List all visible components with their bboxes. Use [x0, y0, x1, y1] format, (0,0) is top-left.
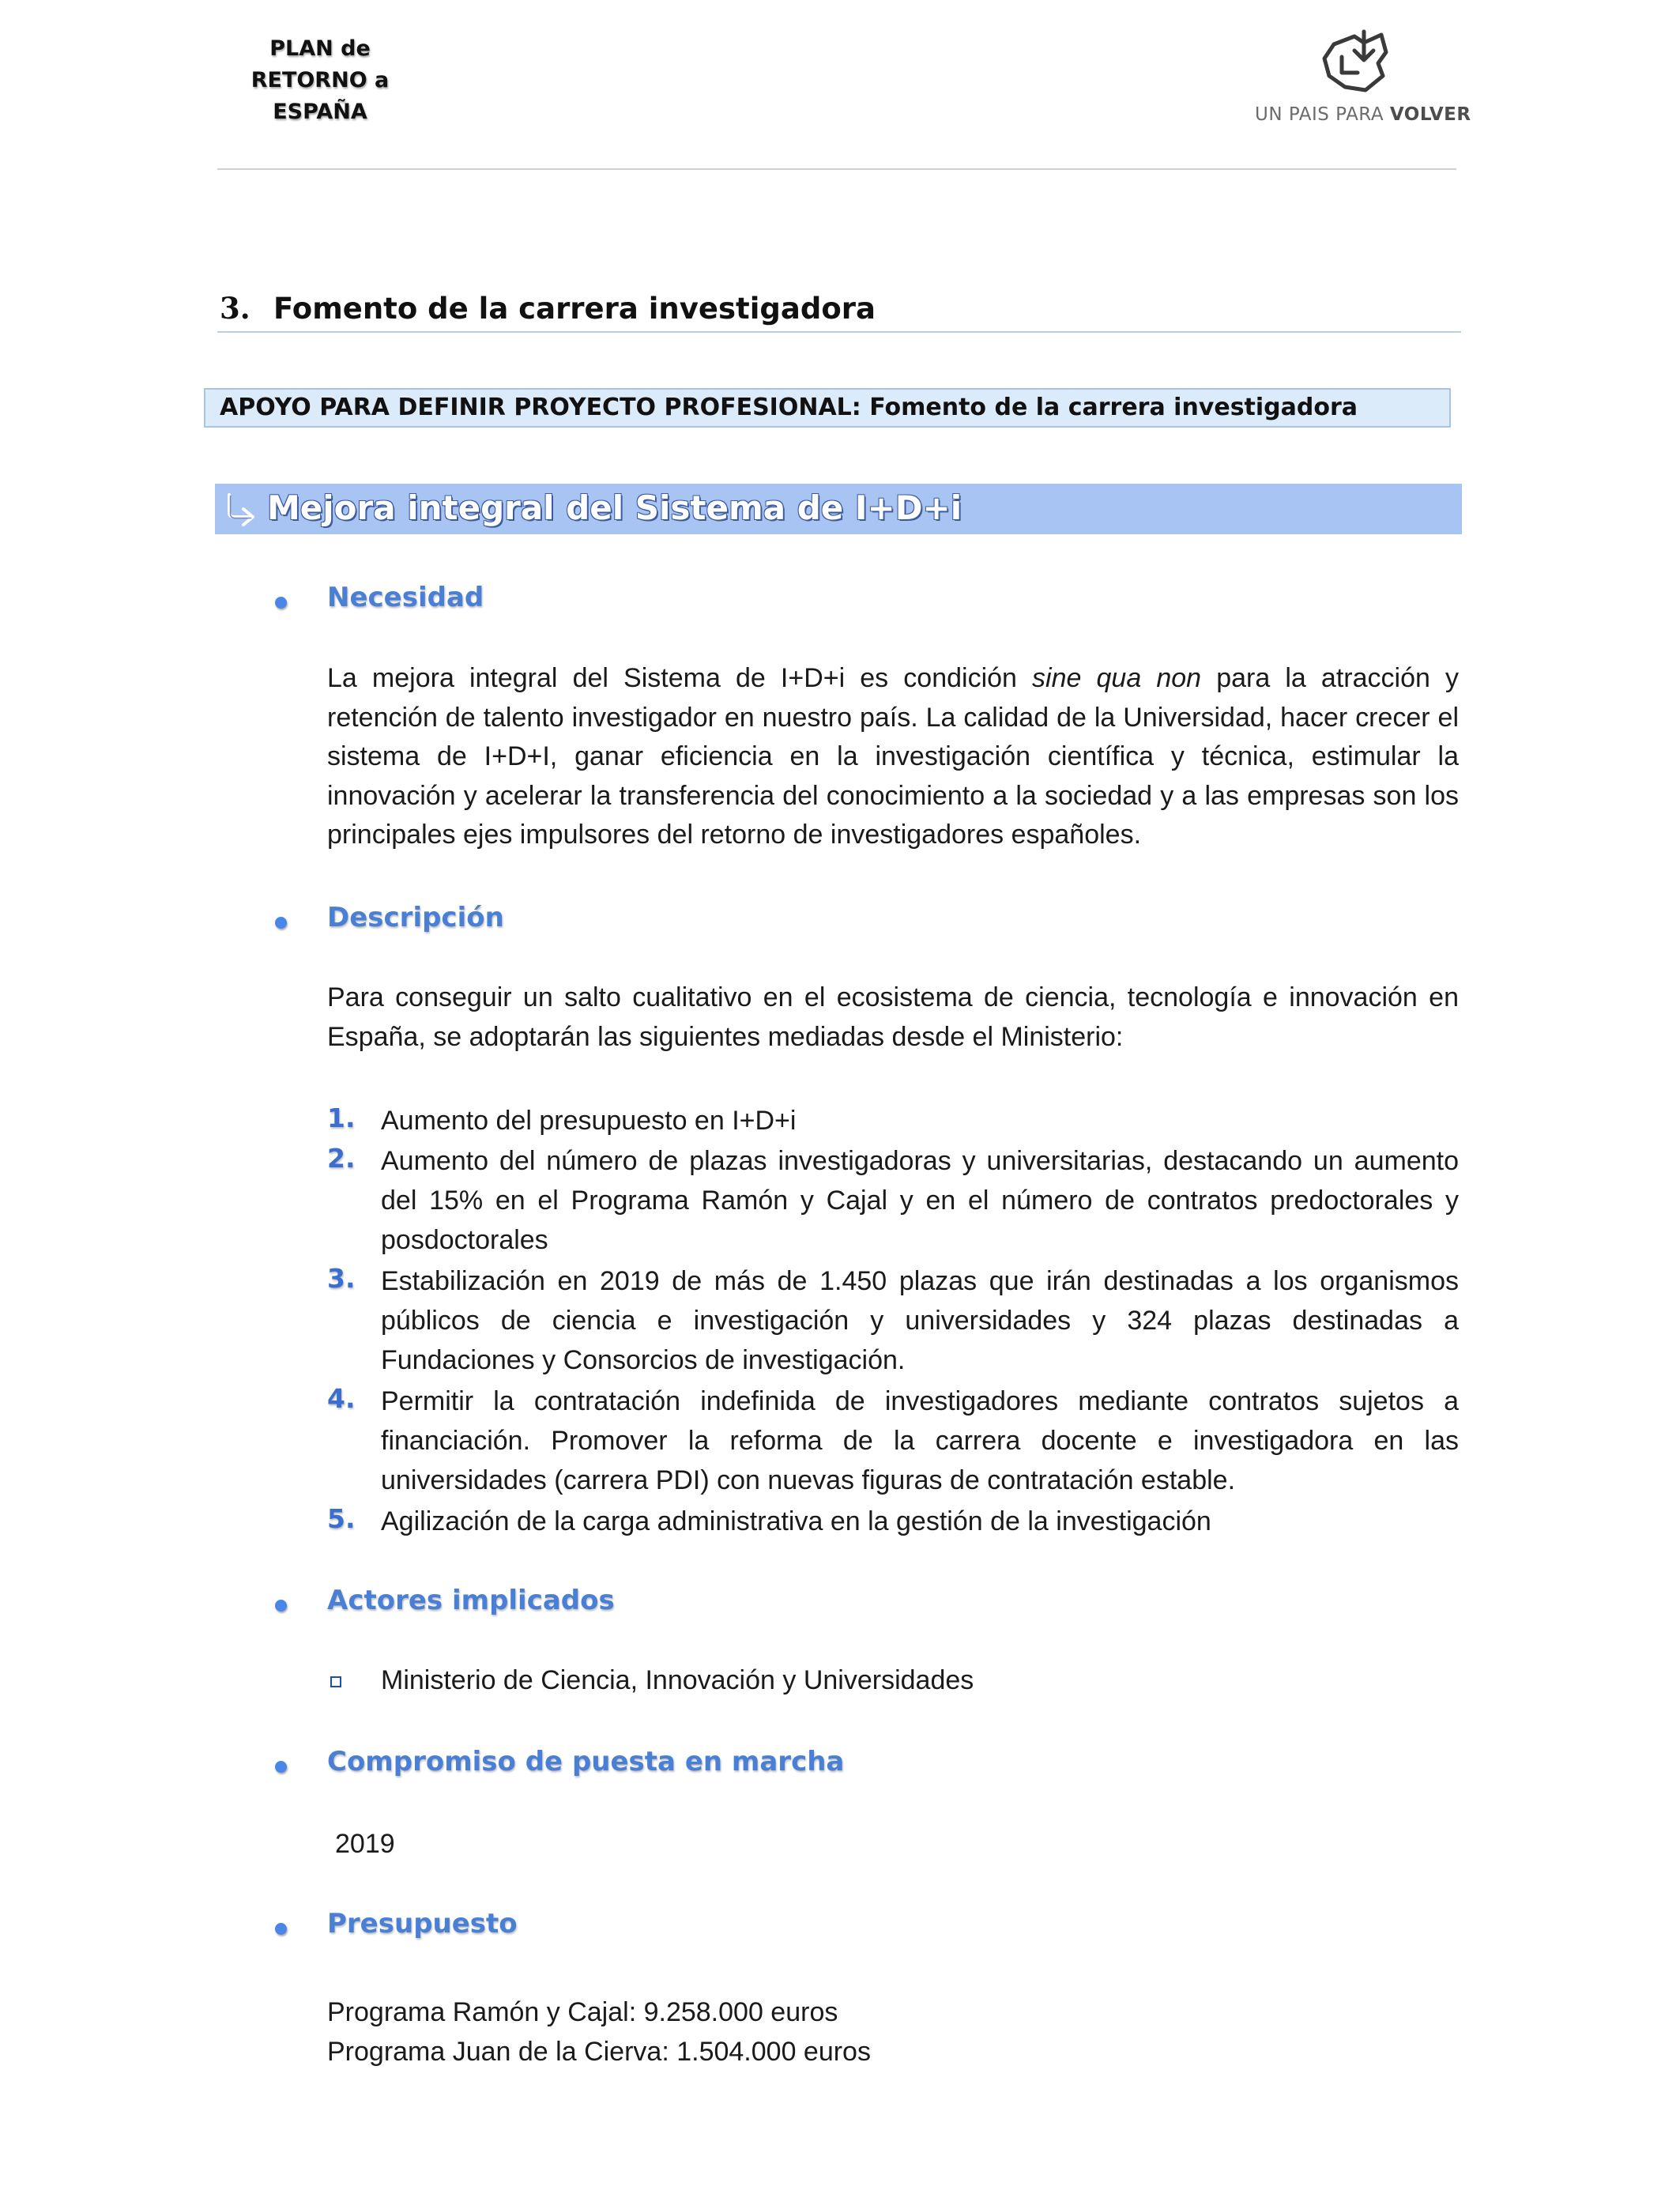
presupuesto-line: Programa Ramón y Cajal: 9.258.000 euros [327, 1997, 838, 2027]
return-arrow-map-icon [1318, 28, 1394, 96]
checkbox-bullet-icon [330, 1676, 341, 1687]
support-box [204, 388, 1451, 428]
necesidad-heading: Necesidad [327, 582, 484, 613]
list-item-text: Aumento del número de plazas investigadoras y universitarias, destacando un aumento del 15% en el Programa Ramón y Cajal y en el número de contratos predoctorales y posdoctorales [381, 1146, 1459, 1255]
necesidad-paragraph [327, 659, 1459, 855]
section-title: Fomento de la carrera investigadora [273, 292, 876, 326]
bullet-dot [275, 1923, 287, 1935]
header-divider [217, 168, 1456, 170]
presupuesto-heading: Presupuesto [327, 1908, 518, 1940]
bullet-dot [275, 1600, 287, 1612]
curved-arrow-icon [223, 492, 259, 528]
brand-tagline-bold: VOLVER [1389, 104, 1471, 125]
actor-item: Ministerio de Ciencia, Innovación y Universidades [381, 1665, 974, 1695]
plan-retorno-logo [213, 33, 427, 128]
support-box-text: Fomento de la carrera investigadora [861, 394, 1358, 421]
plan-logo-line-3: ESPAÑA [273, 100, 367, 124]
necesidad-text-italic: sine qua non [1032, 663, 1202, 693]
bullet-dot [275, 1761, 287, 1773]
list-item-text: Aumento del presupuesto en I+D+i [381, 1106, 797, 1136]
compromiso-heading: Compromiso de puesta en marcha [327, 1746, 845, 1777]
banner-title: Mejora integral del Sistema de I+D+i [267, 488, 962, 527]
bullet-dot [275, 597, 287, 609]
presupuesto-line: Programa Juan de la Cierva: 1.504.000 euros [327, 2037, 871, 2067]
section-number: 3. [220, 291, 250, 326]
descripcion-intro: Para conseguir un salto cualitativo en el ecosistema de ciencia, tecnología e innovación en España, se adoptarán las siguientes mediadas desde el Ministerio: [327, 982, 1459, 1052]
brand-tagline [1255, 104, 1471, 125]
list-number: 2. [327, 1143, 356, 1174]
support-box-label: APOYO PARA DEFINIR PROYECTO PROFESIONAL: [220, 394, 861, 421]
actores-heading: Actores implicados [327, 1585, 615, 1616]
list-number: 1. [327, 1103, 356, 1133]
plan-logo-line-1: PLAN de [269, 36, 371, 61]
plan-logo-line-2: RETORNO a [250, 68, 390, 92]
list-number: 4. [327, 1383, 356, 1414]
necesidad-text-part-2: para la atracción y retención de talento investigador en nuestro país. La calidad de la Universidad, hacer crecer el sistema de I+D+I, ganar eficiencia en la investigación científica y técnica, estimular la innovación y acelerar la transferencia del conocimiento a la sociedad y a las empresas son los principales ejes impulsores del retorno de investigadores españoles. [327, 663, 1459, 850]
list-item-text: Permitir la contratación indefinida de investigadores mediante contratos sujetos a financiación. Promover la reforma de la carrera docente e investigadora en las universidades (carrera PDI) con nuevas figuras de contratación estable. [381, 1386, 1459, 1495]
bullet-dot [275, 917, 287, 929]
section-divider [217, 331, 1461, 333]
compromiso-value: 2019 [335, 1829, 395, 1859]
list-number: 5. [327, 1503, 356, 1534]
brand-tagline-regular: UN PAIS PARA [1255, 104, 1390, 125]
list-number: 3. [327, 1263, 356, 1294]
list-item-text: Agilización de la carga administrativa en la gestión de la investigación [381, 1506, 1211, 1536]
section-heading [220, 291, 1459, 326]
descripcion-heading: Descripción [327, 902, 504, 933]
necesidad-text-part-1: La mejora integral del Sistema de I+D+i es condición [327, 663, 1033, 693]
list-item-text: Estabilización en 2019 de más de 1.450 plazas que irán destinadas a los organismos públicos de ciencia e investigación y universidades y 324 plazas destinadas a Fundaciones y Consorcios de investigación. [381, 1266, 1459, 1375]
